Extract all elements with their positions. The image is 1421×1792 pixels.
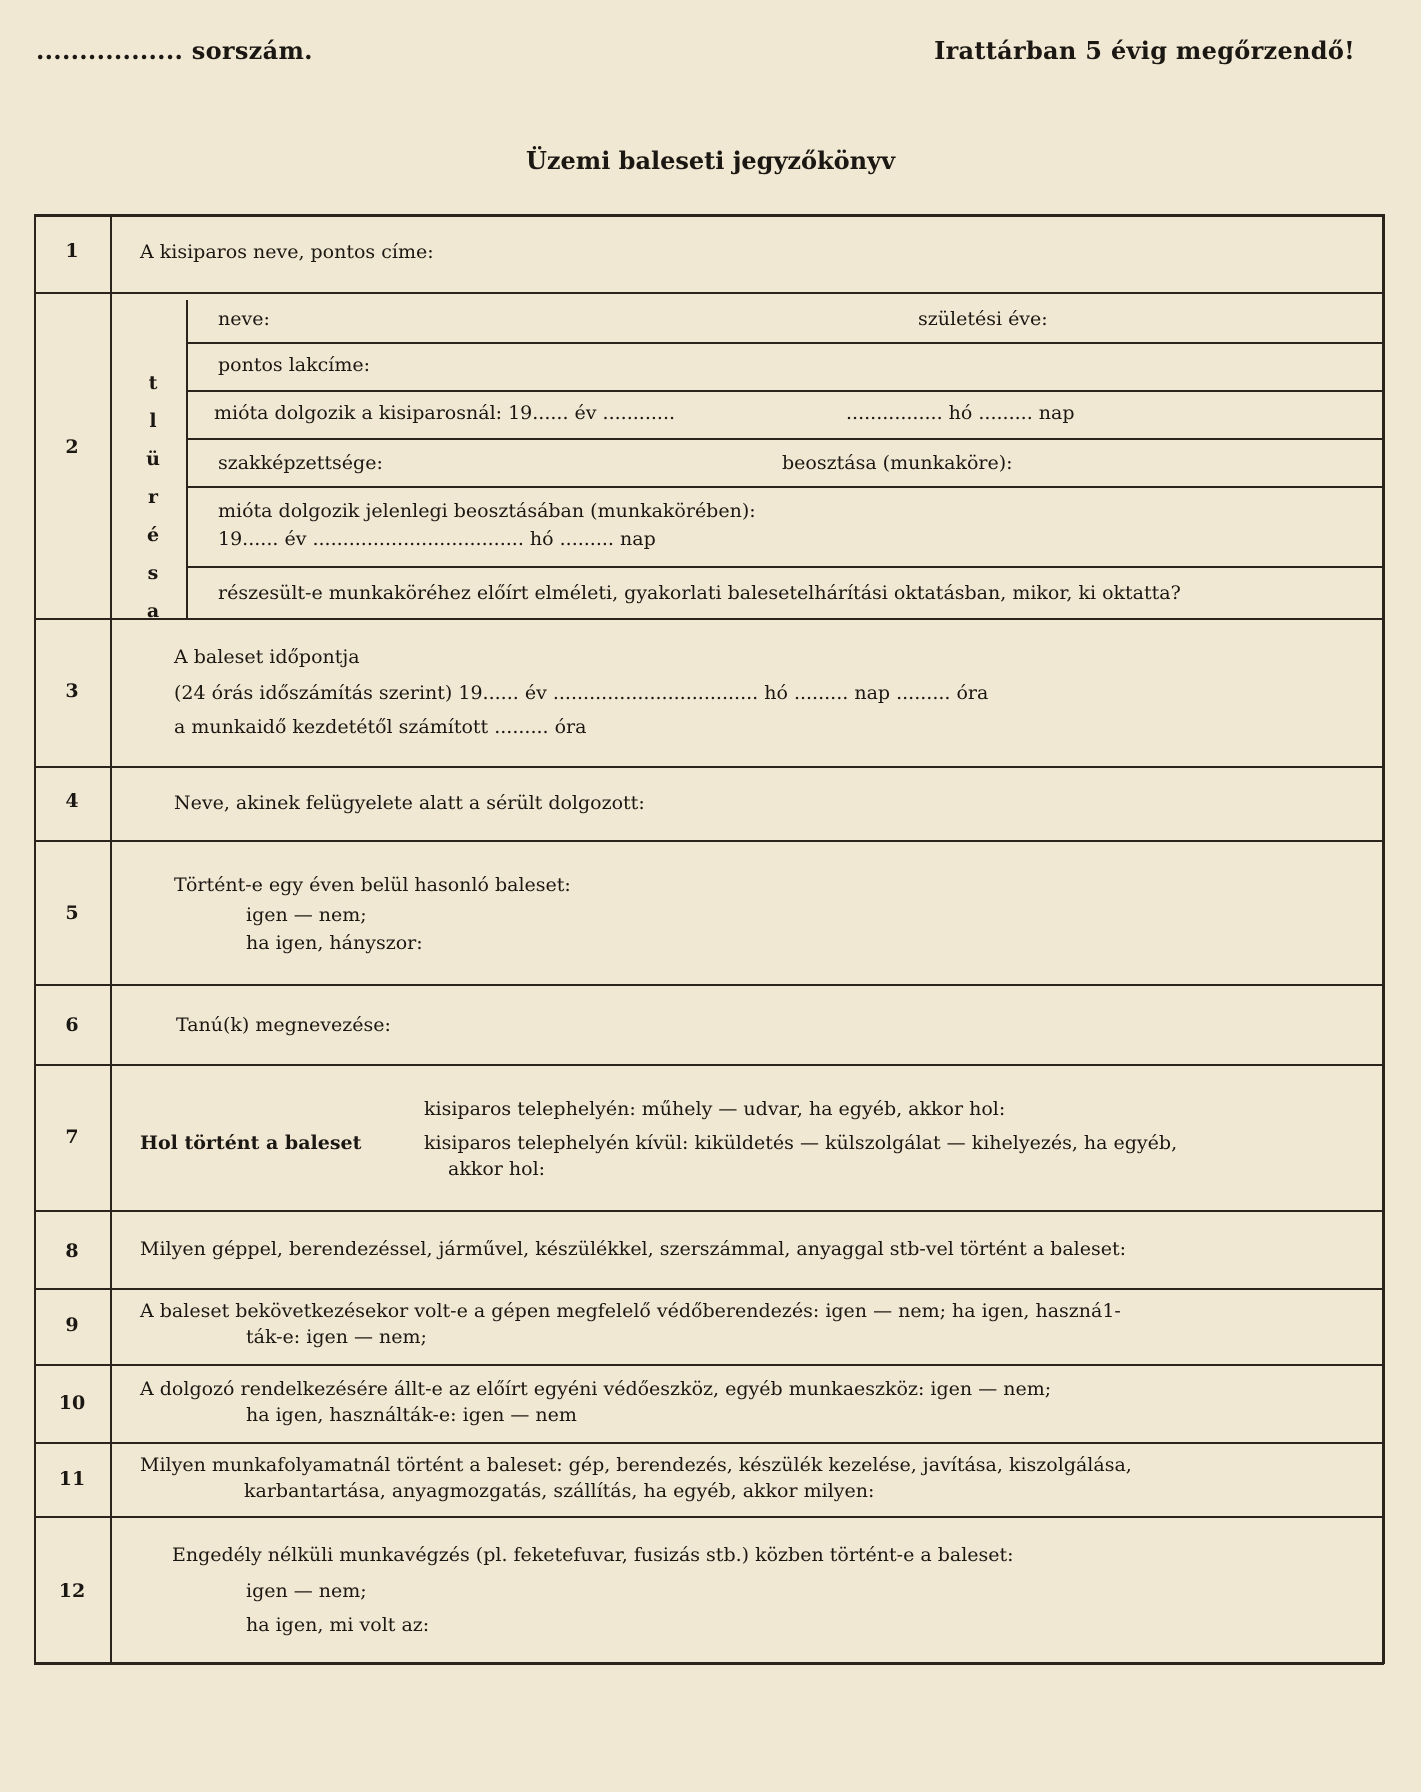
- row-number-8: 8: [65, 1240, 79, 1262]
- equipment-field[interactable]: Milyen géppel, berendezéssel, járművel, készülékkel, szerszámmal, anyaggal stb-vel történt a baleset:: [140, 1238, 1127, 1260]
- row-divider: [34, 1516, 1384, 1518]
- row-divider: [34, 840, 1384, 842]
- row-divider: [34, 1364, 1384, 1366]
- address-field[interactable]: pontos lakcíme:: [218, 354, 370, 376]
- row-number-11: 11: [58, 1468, 86, 1490]
- supervisor-field[interactable]: Neve, akinek felügyelete alatt a sérült dolgozott:: [174, 792, 645, 814]
- row-divider: [34, 1288, 1384, 1290]
- serial-number-label: ................. sorszám.: [36, 36, 313, 65]
- injured-section-divider: [186, 300, 188, 618]
- row-number-2: 2: [65, 436, 79, 458]
- retention-note: Irattárban 5 évig megőrzendő!: [934, 36, 1355, 65]
- position-since-field[interactable]: 19...... év ................................... hó ......... nap: [218, 528, 656, 550]
- injured-vertical-label: t l ü r é s a: [146, 372, 160, 622]
- row-number-3: 3: [65, 680, 79, 702]
- accident-datetime-field[interactable]: (24 órás időszámítás szerint) 19...... év .................................. hó ......... nap ......... óra: [174, 682, 989, 704]
- unauthorized-work-detail-field[interactable]: ha igen, mi volt az:: [246, 1614, 430, 1636]
- safety-training-field[interactable]: részesült-e munkaköréhez előírt elméleti, gyakorlati balesetelhárítási oktatásban, mikor, ki oktatta?: [218, 582, 1181, 604]
- personal-protective-question[interactable]: A dolgozó rendelkezésére állt-e az előírt egyéni védőeszköz, egyéb munkaeszköz: igen — nem;: [140, 1378, 1052, 1400]
- number-column-divider: [110, 214, 112, 1664]
- form-table: [34, 214, 1384, 1664]
- craftsman-name-address-field[interactable]: A kisiparos neve, pontos címe:: [140, 241, 434, 263]
- location-other-field[interactable]: akkor hol:: [448, 1158, 546, 1180]
- employed-since-month-day[interactable]: ................ hó ......... nap: [846, 402, 1075, 424]
- accident-time-label: A baleset időpontja: [174, 646, 360, 668]
- row-divider: [34, 292, 1384, 294]
- subrow-divider: [186, 390, 1382, 392]
- row-divider: [34, 1442, 1384, 1444]
- protective-device-question[interactable]: A baleset bekövetkezésekor volt-e a gépen megfelelő védőberendezés: igen — nem; ha igen, haszná1-: [140, 1300, 1121, 1322]
- table-left-border: [34, 214, 36, 1664]
- similar-accident-yes-no[interactable]: igen — nem;: [246, 904, 367, 926]
- injured-name-field[interactable]: neve:: [218, 308, 270, 330]
- row-number-7: 7: [65, 1126, 79, 1148]
- row-divider: [34, 1064, 1384, 1066]
- row-divider: [34, 766, 1384, 768]
- hours-since-shift-start-field[interactable]: a munkaidő kezdetétől számított ......... óra: [174, 716, 587, 738]
- document-title: Üzemi baleseti jegyzőkönyv: [525, 146, 896, 175]
- unauthorized-work-yes-no[interactable]: igen — nem;: [246, 1580, 367, 1602]
- position-field[interactable]: beosztása (munkaköre):: [782, 452, 1013, 474]
- row-number-9: 9: [65, 1314, 79, 1336]
- protective-device-used[interactable]: ták-e: igen — nem;: [246, 1326, 427, 1348]
- work-process-question[interactable]: Milyen munkafolyamatnál történt a baleset: gép, berendezés, készülék kezelése, javítása, kiszolgálása,: [140, 1454, 1132, 1476]
- location-on-site-field[interactable]: kisiparos telephelyén: műhely — udvar, ha egyéb, akkor hol:: [424, 1098, 1006, 1120]
- similar-accident-question: Történt-e egy éven belül hasonló baleset:: [174, 874, 571, 896]
- table-bottom-border: [34, 1662, 1384, 1665]
- employed-since-field[interactable]: mióta dolgozik a kisiparosnál: 19...... év ............: [214, 402, 676, 424]
- similar-accident-count-field[interactable]: ha igen, hányszor:: [246, 932, 423, 954]
- row-divider: [34, 618, 1384, 620]
- unauthorized-work-question: Engedély nélküli munkavégzés (pl. feketefuvar, fusizás stb.) közben történt-e a baleset:: [172, 1544, 1014, 1566]
- subrow-divider: [186, 566, 1382, 568]
- personal-protective-used[interactable]: ha igen, használták-e: igen — nem: [246, 1404, 577, 1426]
- table-top-border: [34, 214, 1384, 217]
- subrow-divider: [186, 342, 1382, 344]
- birth-year-field[interactable]: születési éve:: [918, 308, 1048, 330]
- row-divider: [34, 984, 1384, 986]
- qualification-field[interactable]: szakképzettsége:: [218, 452, 383, 474]
- row-number-4: 4: [65, 790, 79, 812]
- subrow-divider: [186, 486, 1382, 488]
- work-process-other-field[interactable]: karbantartása, anyagmozgatás, szállítás, ha egyéb, akkor milyen:: [244, 1480, 875, 1502]
- accident-location-label: Hol történt a baleset: [140, 1132, 362, 1154]
- witnesses-field[interactable]: Tanú(k) megnevezése:: [176, 1014, 391, 1036]
- table-right-border: [1382, 214, 1385, 1664]
- row-number-6: 6: [65, 1014, 79, 1036]
- subrow-divider: [186, 438, 1382, 440]
- row-number-12: 12: [58, 1580, 86, 1602]
- row-number-5: 5: [65, 902, 79, 924]
- row-number-10: 10: [58, 1392, 86, 1414]
- position-since-label: mióta dolgozik jelenlegi beosztásában (munkakörében):: [218, 500, 756, 522]
- row-number-1: 1: [65, 240, 79, 262]
- location-off-site-field[interactable]: kisiparos telephelyén kívül: kiküldetés — külszolgálat — kihelyezés, ha egyéb,: [424, 1132, 1178, 1154]
- row-divider: [34, 1210, 1384, 1212]
